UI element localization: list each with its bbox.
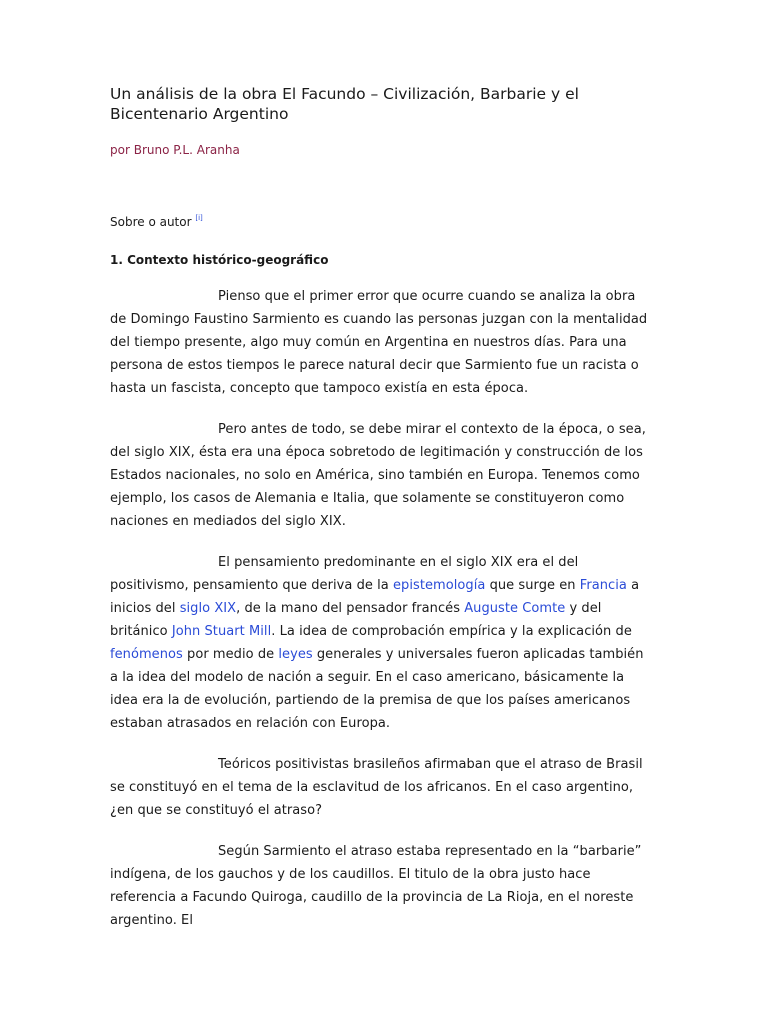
paragraph-text: a inicios del bbox=[110, 578, 640, 616]
link-siglo-xix[interactable]: siglo XIX bbox=[179, 601, 237, 616]
section-heading: 1. Contexto histórico-geográfico bbox=[110, 253, 329, 267]
footnote-ref-link[interactable]: [i] bbox=[195, 214, 203, 222]
paragraph-4: Teóricos positivistas brasileños afirmaban que el atraso de Brasil se constituyó en el tema de la esclavitud de los africanos. En el caso argentino, ¿en que se constituyó el atraso? bbox=[110, 757, 643, 818]
paragraph-text: . La idea de comprobación empírica y la explicación de bbox=[271, 624, 632, 639]
paragraph-3 bbox=[110, 551, 650, 735]
paragraph-text: generales y universales fueron aplicadas también a la idea del modelo de nación a seguir. En el caso americano, básicamente la idea era la de evolución, partiendo de la premisa de que los países americanos estaban atrasados en relación con Europa. bbox=[110, 647, 644, 731]
link-john-stuart-mill[interactable]: John Stuart Mill bbox=[171, 624, 272, 639]
author-byline: por Bruno P.L. Aranha bbox=[110, 143, 240, 157]
about-author bbox=[110, 210, 650, 230]
link-epistemologia[interactable]: epistemología bbox=[393, 578, 486, 593]
paragraph-text: y del británico bbox=[110, 601, 602, 639]
paragraph-text: , de la mano del pensador francés bbox=[236, 601, 465, 616]
paragraph-text: El pensamiento predominante en el siglo XIX era el del positivismo, pensamiento que deriva de la bbox=[110, 555, 579, 593]
page-title: Un análisis de la obra El Facundo – Civilización, Barbarie y el Bicentenario Argentino bbox=[110, 85, 579, 123]
link-francia[interactable]: Francia bbox=[579, 578, 627, 593]
about-author-label: Sobre o autor bbox=[110, 215, 192, 229]
paragraph-text: que surge en bbox=[485, 578, 580, 593]
paragraph-text: por medio de bbox=[182, 647, 279, 662]
paragraph-1: Pienso que el primer error que ocurre cuando se analiza la obra de Domingo Faustino Sarmiento es cuando las personas juzgan con la mentalidad del tiempo presente, algo muy común en Argentina en nuestros días. Para una persona de estos tiempos le parece natural decir que Sarmiento fue un racista o hasta un fascista, concepto que tampoco existía en esta época. bbox=[110, 289, 648, 396]
paragraph-5: Según Sarmiento el atraso estaba representado en la “barbarie” indígena, de los gauchos y de los caudillos. El titulo de la obra justo hace referencia a Facundo Quiroga, caudillo de la provincia de La Rioja, en el noreste argentino. El bbox=[110, 844, 642, 928]
link-fenomenos[interactable]: fenómenos bbox=[110, 647, 183, 662]
paragraph-2: Pero antes de todo, se debe mirar el contexto de la época, o sea, del siglo XIX, ésta era una época sobretodo de legitimación y construcción de los Estados nacionales, no solo en América, sino también en Europa. Tenemos como ejemplo, los casos de Alemania e Italia, que solamente se constituyeron como naciones en mediados del siglo XIX. bbox=[110, 422, 646, 529]
link-auguste-comte[interactable]: Auguste Comte bbox=[464, 601, 566, 616]
article bbox=[110, 84, 650, 932]
link-leyes[interactable]: leyes bbox=[278, 647, 313, 662]
